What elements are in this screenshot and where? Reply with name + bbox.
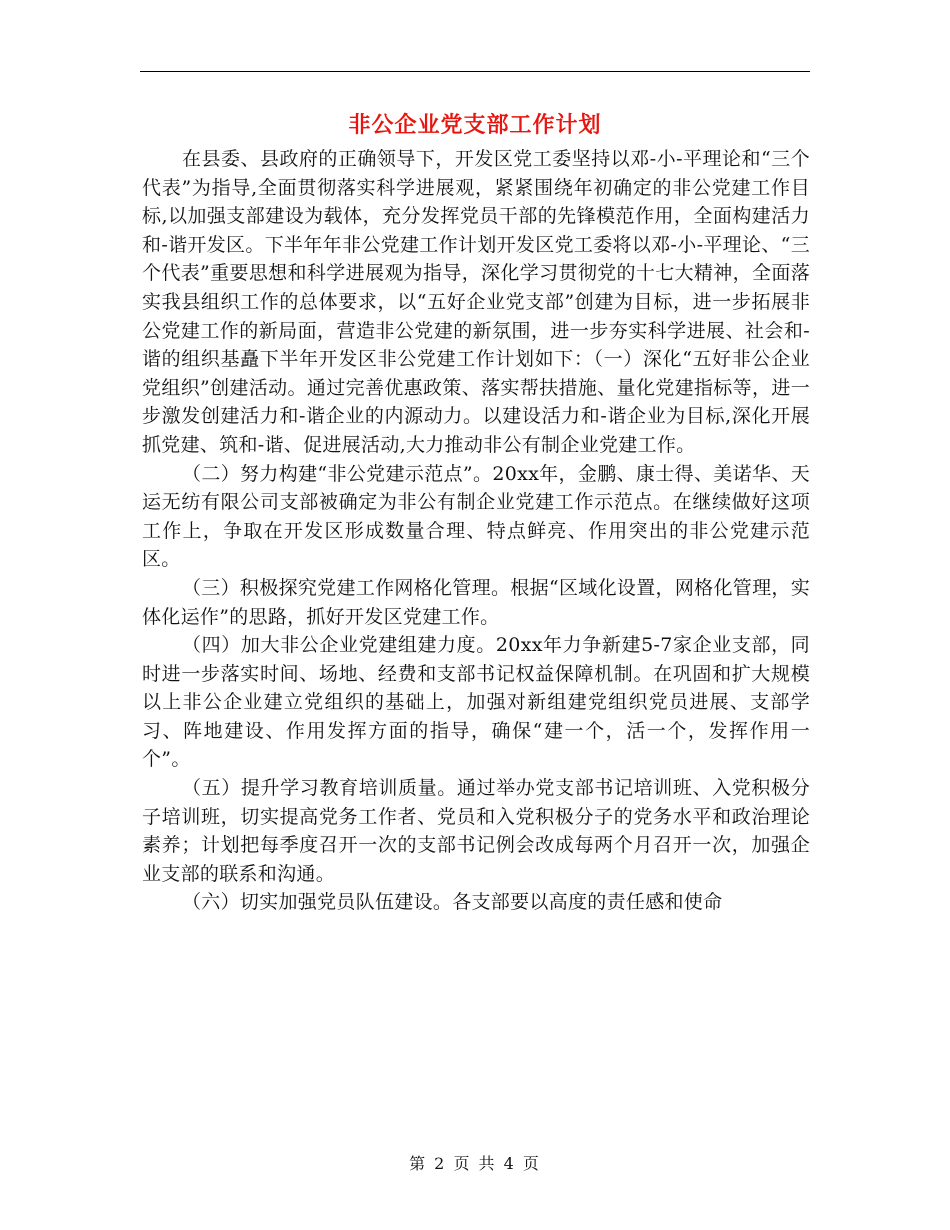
paragraph-5: （五）提升学习教育培训质量。通过举办党支部书记培训班、入党积极分子培训班，切实提高党务工作者、党员和入党积极分子的党务水平和政治理论素养；计划把每季度召开一次的支部书记例会改成每两个月召开一次，加强企业支部的联系和沟通。 <box>142 777 810 885</box>
header-rule <box>140 71 810 72</box>
document-body <box>142 145 810 917</box>
paragraph-intro: 在县委、县政府的正确领导下，开发区党工委坚持以邓-小-平理论和“三个代表”为指导,全面贯彻落实科学进展观，紧紧围绕年初确定的非公党建工作目标,以加强支部建设为载体，充分发挥党员干部的先锋模范作用，全面构建活力和-谐开发区。下半年年非公党建工作计划开发区党工委将以邓-小-平理论、“三个代表”重要思想和科学进展观为指导，深化学习贯彻党的十七大精神，全面落实我县组织工作的总体要求，以“五好企业党支部”创建为目标，进一步拓展非公党建工作的新局面，营造非公党建的新氛围，进一步夯实科学进展、社会和-谐的组织基矗下半年开发区非公党建工作计划如下：（一）深化“五好非公企业党组织”创建活动。通过完善优惠政策、落实帮扶措施、量化党建指标等，进一步激发创建活力和-谐企业的内源动力。以建设活力和-谐企业为目标,深化开展抓党建、筑和-谐、促进展活动,大力推动非公有制企业党建工作。 <box>142 148 810 456</box>
paragraph-6: （六）切实加强党员队伍建设。各支部要以高度的责任感和使命 <box>182 891 723 914</box>
paragraph-2: （二）努力构建“非公党建示范点”。20xx年，金鹏、康士得、美诺华、天运无纺有限公司支部被确定为非公有制企业党建工作示范点。在继续做好这项工作上，争取在开发区形成数量合理、特点鲜亮、作用突出的非公党建示范区。 <box>142 462 810 571</box>
document-title: 非公企业党支部工作计划 <box>348 113 602 138</box>
page-number-footer: 第 2 页 共 4 页 <box>409 1154 541 1173</box>
paragraph-3: （三）积极探究党建工作网格化管理。根据“区域化设置，网格化管理，实体化运作”的思路，抓好开发区党建工作。 <box>142 576 810 628</box>
paragraph-4: （四）加大非公企业党建组建力度。20xx年力争新建5-7家企业支部，同时进一步落实时间、场地、经费和支部书记权益保障机制。在巩固和扩大规模以上非公企业建立党组织的基础上，加强对新组建党组织党员进展、支部学习、阵地建设、作用发挥方面的指导，确保“建一个，活一个，发挥作用一个”。 <box>142 634 810 771</box>
